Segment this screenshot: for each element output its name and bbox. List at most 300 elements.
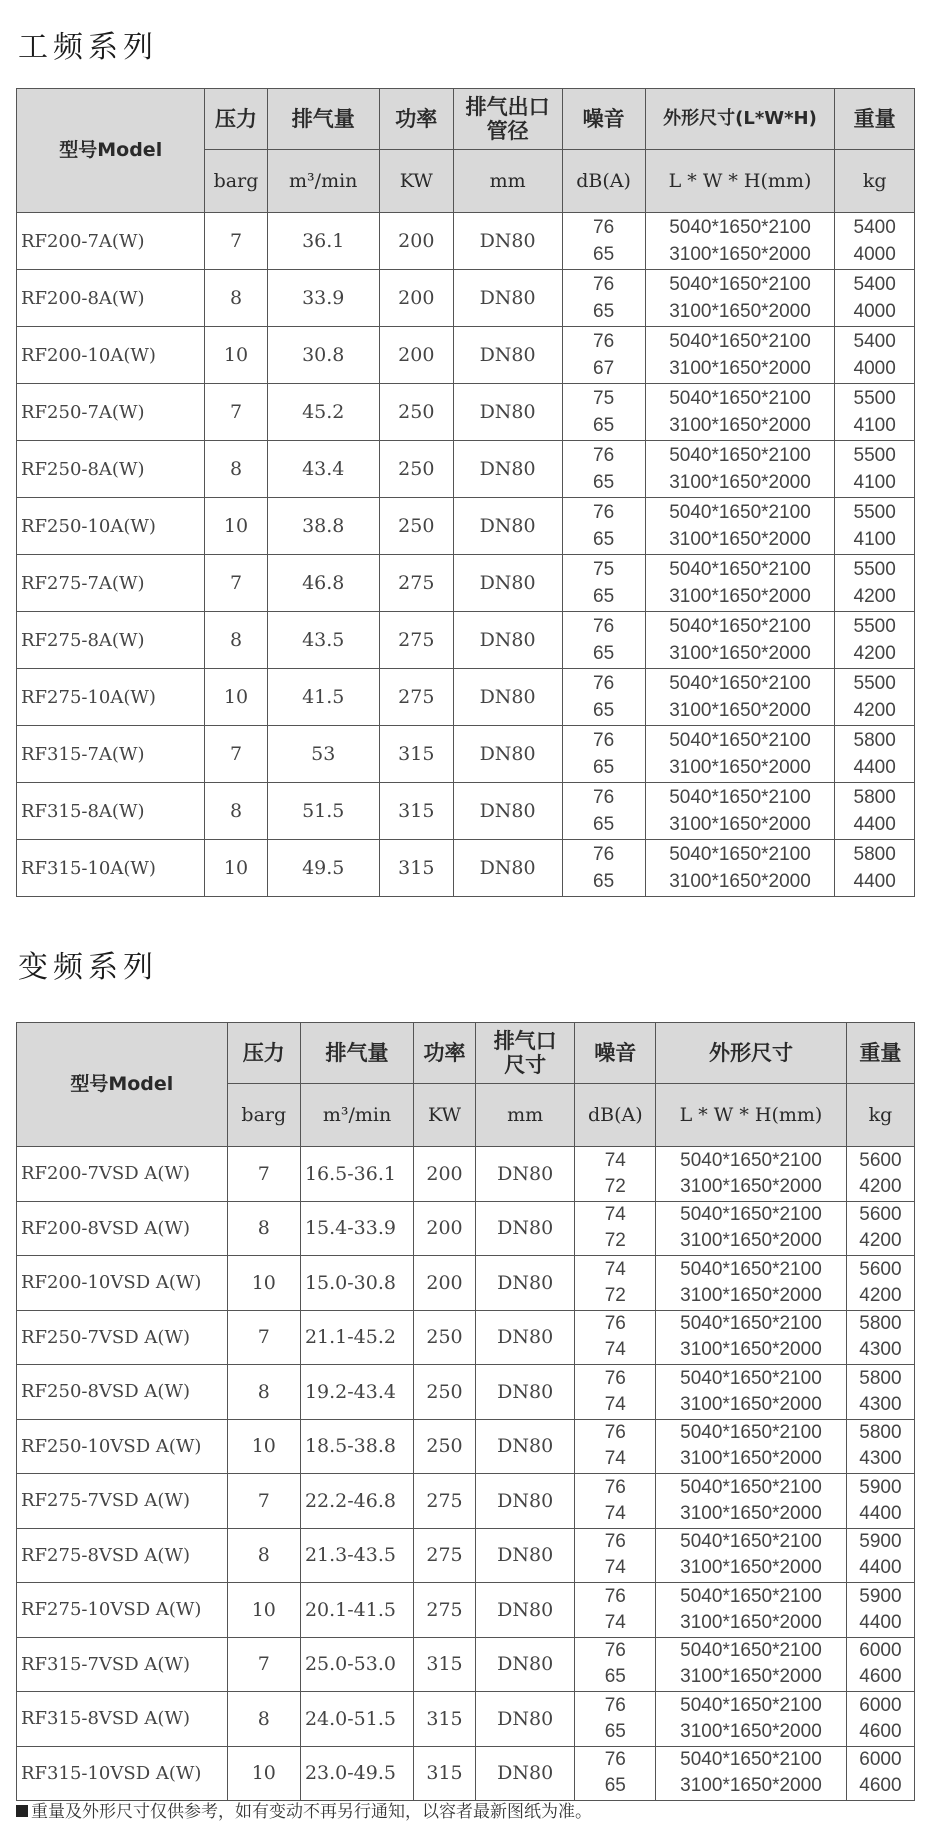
cell-model: RF200-8VSD A(W) (17, 1201, 228, 1256)
cell-noise-top: 76 (593, 844, 615, 865)
cell-pressure: 8 (205, 270, 267, 327)
table-row (17, 669, 915, 726)
cell-noise (562, 498, 645, 555)
cell-dimensions-bottom: 3100*1650*2000 (669, 358, 811, 379)
header-weight: 重量 (835, 89, 915, 150)
cell-weight-bottom: 4400 (853, 757, 896, 778)
cell-noise-top: 76 (593, 274, 615, 295)
cell-model: RF200-7A(W) (17, 213, 205, 270)
cell-dimensions-bottom: 3100*1650*2000 (669, 700, 811, 721)
cell-noise-bottom: 74 (604, 1448, 626, 1470)
cell-noise (562, 726, 645, 783)
cell-noise-top: 75 (593, 388, 615, 409)
cell-outlet: DN80 (475, 1419, 575, 1474)
cell-noise-bottom: 65 (604, 1775, 626, 1797)
cell-weight-bottom: 4400 (859, 1611, 902, 1633)
cell-power: 315 (414, 1746, 476, 1801)
cell-pressure: 10 (205, 669, 267, 726)
bullet-square-icon (16, 1805, 28, 1817)
cell-pressure: 7 (227, 1310, 300, 1365)
cell-outlet: DN80 (475, 1310, 575, 1365)
cell-model: RF315-7A(W) (17, 726, 205, 783)
cell-noise-bottom: 72 (604, 1284, 626, 1306)
cell-dimensions-top: 5040*1650*2100 (669, 217, 811, 238)
cell-dimensions (645, 384, 835, 441)
cell-dimensions-top: 5040*1650*2100 (680, 1204, 822, 1226)
cell-dimensions (656, 1147, 847, 1202)
cell-noise-bottom: 72 (604, 1175, 626, 1197)
cell-dimensions-bottom: 3100*1650*2000 (680, 1339, 822, 1361)
cell-noise-top: 76 (593, 673, 615, 694)
unit-power: KW (414, 1084, 476, 1147)
cell-dimensions (656, 1474, 847, 1529)
cell-noise-top: 74 (604, 1204, 626, 1226)
cell-model: RF200-10A(W) (17, 327, 205, 384)
cell-flow: 15.0-30.8 (300, 1256, 413, 1311)
table-row (17, 1201, 915, 1256)
cell-power: 250 (379, 384, 453, 441)
cell-outlet: DN80 (475, 1201, 575, 1256)
cell-weight-bottom: 4000 (853, 301, 896, 322)
table-row (17, 1637, 915, 1692)
cell-power: 315 (414, 1637, 476, 1692)
cell-flow: 18.5-38.8 (300, 1419, 413, 1474)
cell-weight-bottom: 4400 (853, 871, 896, 892)
cell-outlet: DN80 (475, 1365, 575, 1420)
cell-dimensions (645, 726, 835, 783)
cell-weight-bottom: 4200 (853, 586, 896, 607)
cell-flow: 21.1-45.2 (300, 1310, 413, 1365)
cell-noise-top: 76 (593, 616, 615, 637)
cell-pressure: 8 (205, 783, 267, 840)
cell-noise (575, 1419, 656, 1474)
cell-noise (562, 384, 645, 441)
cell-weight (835, 726, 915, 783)
section-title-variable-speed: 变频系列 (18, 950, 158, 985)
cell-weight-bottom: 4600 (859, 1720, 902, 1742)
table-row (17, 1692, 915, 1747)
table-row (17, 1746, 915, 1801)
cell-noise (575, 1583, 656, 1638)
cell-weight-top: 5800 (853, 787, 896, 808)
cell-power: 250 (414, 1310, 476, 1365)
cell-weight-top: 5800 (859, 1313, 902, 1335)
cell-noise-top: 76 (604, 1476, 626, 1498)
cell-dimensions (645, 612, 835, 669)
cell-outlet: DN80 (453, 840, 562, 897)
cell-dimensions-top: 5040*1650*2100 (669, 445, 811, 466)
cell-dimensions-top: 5040*1650*2100 (669, 559, 811, 580)
cell-dimensions-top: 5040*1650*2100 (669, 331, 811, 352)
cell-noise-top: 76 (604, 1694, 626, 1716)
cell-weight-bottom: 4300 (859, 1448, 902, 1470)
cell-pressure: 7 (227, 1637, 300, 1692)
cell-weight (846, 1419, 914, 1474)
cell-weight-bottom: 4600 (859, 1666, 902, 1688)
table-row (17, 783, 915, 840)
cell-flow: 22.2-46.8 (300, 1474, 413, 1529)
cell-noise-top: 74 (604, 1149, 626, 1171)
cell-dimensions-top: 5040*1650*2100 (669, 673, 811, 694)
cell-weight (846, 1746, 914, 1801)
cell-power: 200 (414, 1201, 476, 1256)
cell-model: RF315-10VSD A(W) (17, 1746, 228, 1801)
cell-power: 275 (414, 1474, 476, 1529)
cell-power: 200 (379, 213, 453, 270)
cell-noise-top: 75 (593, 559, 615, 580)
header-weight: 重量 (846, 1023, 914, 1084)
cell-pressure: 10 (227, 1583, 300, 1638)
table-row (17, 498, 915, 555)
cell-noise (575, 1310, 656, 1365)
cell-weight-bottom: 4100 (853, 472, 896, 493)
cell-outlet: DN80 (475, 1637, 575, 1692)
cell-pressure: 8 (227, 1692, 300, 1747)
table-row (17, 612, 915, 669)
table-row (17, 1147, 915, 1202)
cell-noise (562, 270, 645, 327)
cell-weight-bottom: 4400 (859, 1557, 902, 1579)
cell-weight-top: 5500 (853, 388, 896, 409)
unit-flow: m³/min (300, 1084, 413, 1147)
cell-noise (575, 1528, 656, 1583)
cell-noise-bottom: 65 (593, 415, 615, 436)
cell-noise-bottom: 74 (604, 1393, 626, 1415)
cell-power: 275 (379, 612, 453, 669)
footnote-text: 重量及外形尺寸仅供参考，如有变动不再另行通知，以容者最新图纸为准。 (31, 1802, 592, 1822)
cell-dimensions-top: 5040*1650*2100 (669, 844, 811, 865)
cell-weight (846, 1256, 914, 1311)
header-outlet-label: 排气口尺寸 (493, 1028, 557, 1077)
cell-weight-top: 5400 (853, 217, 896, 238)
cell-flow: 20.1-41.5 (300, 1583, 413, 1638)
cell-dimensions (645, 270, 835, 327)
cell-noise (562, 213, 645, 270)
cell-power: 275 (379, 669, 453, 726)
cell-outlet: DN80 (475, 1528, 575, 1583)
cell-model: RF250-8A(W) (17, 441, 205, 498)
header-outlet-label: 排气出口管径 (465, 94, 550, 143)
cell-power: 200 (414, 1147, 476, 1202)
cell-weight-top: 5500 (853, 673, 896, 694)
cell-noise (562, 840, 645, 897)
cell-dimensions (645, 555, 835, 612)
cell-model: RF250-7VSD A(W) (17, 1310, 228, 1365)
cell-weight-top: 6000 (859, 1694, 902, 1716)
cell-model: RF275-7VSD A(W) (17, 1474, 228, 1529)
cell-power: 315 (414, 1692, 476, 1747)
header-outlet (475, 1023, 575, 1084)
cell-dimensions-top: 5040*1650*2100 (669, 787, 811, 808)
cell-outlet: DN80 (475, 1692, 575, 1747)
cell-flow: 43.5 (267, 612, 379, 669)
cell-dimensions (645, 498, 835, 555)
cell-noise-bottom: 65 (593, 871, 615, 892)
cell-weight-bottom: 4200 (853, 643, 896, 664)
cell-weight-top: 6000 (859, 1640, 902, 1662)
cell-pressure: 7 (205, 213, 267, 270)
cell-dimensions-top: 5040*1650*2100 (680, 1367, 822, 1389)
cell-weight (835, 783, 915, 840)
cell-noise-bottom: 65 (593, 643, 615, 664)
cell-flow: 49.5 (267, 840, 379, 897)
cell-noise (575, 1256, 656, 1311)
cell-weight-top: 5500 (853, 502, 896, 523)
cell-weight (846, 1528, 914, 1583)
table-row (17, 1474, 915, 1529)
footnote (16, 1797, 592, 1822)
cell-flow: 21.3-43.5 (300, 1528, 413, 1583)
cell-noise (562, 783, 645, 840)
cell-outlet: DN80 (453, 612, 562, 669)
cell-model: RF200-8A(W) (17, 270, 205, 327)
cell-noise-bottom: 65 (604, 1666, 626, 1688)
cell-model: RF315-7VSD A(W) (17, 1637, 228, 1692)
cell-noise-bottom: 74 (604, 1502, 626, 1524)
cell-model: RF200-10VSD A(W) (17, 1256, 228, 1311)
cell-dimensions-top: 5040*1650*2100 (680, 1149, 822, 1171)
cell-noise-top: 76 (604, 1313, 626, 1335)
cell-weight-bottom: 4400 (859, 1502, 902, 1524)
table-row (17, 270, 915, 327)
cell-dimensions-bottom: 3100*1650*2000 (669, 643, 811, 664)
unit-power: KW (379, 150, 453, 213)
cell-outlet: DN80 (475, 1583, 575, 1638)
cell-noise (575, 1365, 656, 1420)
cell-outlet: DN80 (475, 1147, 575, 1202)
cell-noise-top: 76 (593, 445, 615, 466)
cell-weight-top: 5900 (859, 1476, 902, 1498)
cell-noise (575, 1147, 656, 1202)
cell-pressure: 7 (205, 384, 267, 441)
cell-weight-top: 5800 (859, 1367, 902, 1389)
cell-flow: 36.1 (267, 213, 379, 270)
cell-weight-bottom: 4400 (853, 814, 896, 835)
cell-pressure: 7 (205, 555, 267, 612)
cell-weight (846, 1692, 914, 1747)
cell-dimensions (656, 1256, 847, 1311)
cell-model: RF275-10VSD A(W) (17, 1583, 228, 1638)
cell-weight (846, 1310, 914, 1365)
cell-flow: 16.5-36.1 (300, 1147, 413, 1202)
cell-dimensions (645, 669, 835, 726)
cell-dimensions (656, 1365, 847, 1420)
cell-noise-bottom: 74 (604, 1557, 626, 1579)
cell-dimensions-bottom: 3100*1650*2000 (680, 1175, 822, 1197)
cell-dimensions (645, 327, 835, 384)
section-title-fixed-speed: 工频系列 (18, 30, 158, 65)
cell-outlet: DN80 (453, 441, 562, 498)
cell-dimensions-top: 5040*1650*2100 (680, 1585, 822, 1607)
cell-weight-bottom: 4100 (853, 415, 896, 436)
unit-outlet: mm (475, 1084, 575, 1147)
unit-dimensions: L * W * H(mm) (656, 1084, 847, 1147)
header-noise: 噪音 (562, 89, 645, 150)
cell-weight-bottom: 4200 (853, 700, 896, 721)
cell-weight (846, 1147, 914, 1202)
cell-flow: 43.4 (267, 441, 379, 498)
cell-weight (835, 669, 915, 726)
table-row (17, 1310, 915, 1365)
cell-dimensions-bottom: 3100*1650*2000 (669, 415, 811, 436)
cell-weight-top: 5500 (853, 616, 896, 637)
cell-dimensions-bottom: 3100*1650*2000 (669, 529, 811, 550)
cell-dimensions (656, 1692, 847, 1747)
table-row (17, 213, 915, 270)
cell-power: 250 (379, 441, 453, 498)
cell-noise-top: 76 (593, 217, 615, 238)
cell-dimensions-bottom: 3100*1650*2000 (669, 871, 811, 892)
table-row (17, 1256, 915, 1311)
cell-noise-top: 76 (593, 502, 615, 523)
cell-flow: 46.8 (267, 555, 379, 612)
cell-weight (846, 1583, 914, 1638)
unit-weight: kg (835, 150, 915, 213)
cell-dimensions-top: 5040*1650*2100 (669, 616, 811, 637)
cell-weight (846, 1365, 914, 1420)
cell-dimensions-bottom: 3100*1650*2000 (680, 1393, 822, 1415)
cell-weight (846, 1474, 914, 1529)
header-noise: 噪音 (575, 1023, 656, 1084)
header-flow: 排气量 (267, 89, 379, 150)
cell-noise-top: 76 (593, 730, 615, 751)
cell-noise (575, 1474, 656, 1529)
cell-weight (835, 498, 915, 555)
variable-speed-spec-table (16, 1022, 915, 1801)
cell-pressure: 10 (227, 1256, 300, 1311)
cell-noise-bottom: 65 (593, 301, 615, 322)
cell-model: RF275-8VSD A(W) (17, 1528, 228, 1583)
cell-power: 315 (379, 726, 453, 783)
cell-noise-top: 76 (593, 787, 615, 808)
unit-weight: kg (846, 1084, 914, 1147)
cell-dimensions-top: 5040*1650*2100 (669, 502, 811, 523)
cell-dimensions (645, 840, 835, 897)
cell-dimensions-bottom: 3100*1650*2000 (669, 586, 811, 607)
cell-weight (835, 612, 915, 669)
cell-weight (835, 327, 915, 384)
cell-model: RF200-7VSD A(W) (17, 1147, 228, 1202)
cell-noise-top: 76 (604, 1531, 626, 1553)
cell-power: 275 (379, 555, 453, 612)
cell-flow: 24.0-51.5 (300, 1692, 413, 1747)
cell-weight (835, 840, 915, 897)
header-pressure: 压力 (227, 1023, 300, 1084)
cell-pressure: 8 (205, 441, 267, 498)
cell-model: RF315-8VSD A(W) (17, 1692, 228, 1747)
header-pressure: 压力 (205, 89, 267, 150)
cell-model: RF275-10A(W) (17, 669, 205, 726)
cell-dimensions-bottom: 3100*1650*2000 (680, 1284, 822, 1306)
cell-noise-bottom: 65 (593, 472, 615, 493)
table-row (17, 726, 915, 783)
cell-weight-top: 5900 (859, 1585, 902, 1607)
cell-outlet: DN80 (475, 1474, 575, 1529)
cell-flow: 15.4-33.9 (300, 1201, 413, 1256)
cell-model: RF250-8VSD A(W) (17, 1365, 228, 1420)
cell-weight-top: 5400 (853, 274, 896, 295)
cell-dimensions-bottom: 3100*1650*2000 (669, 814, 811, 835)
cell-weight-top: 6000 (859, 1749, 902, 1771)
cell-pressure: 10 (205, 327, 267, 384)
cell-dimensions-bottom: 3100*1650*2000 (669, 244, 811, 265)
cell-weight-bottom: 4000 (853, 358, 896, 379)
cell-noise (562, 327, 645, 384)
cell-weight-top: 5500 (853, 445, 896, 466)
unit-pressure: barg (205, 150, 267, 213)
header-outlet (453, 89, 562, 150)
cell-weight-top: 5500 (853, 559, 896, 580)
table-row (17, 555, 915, 612)
cell-weight-bottom: 4000 (853, 244, 896, 265)
header-dimensions: 外形尺寸(L*W*H) (645, 89, 835, 150)
table-row (17, 384, 915, 441)
cell-pressure: 8 (205, 612, 267, 669)
cell-outlet: DN80 (475, 1746, 575, 1801)
cell-noise-top: 76 (593, 331, 615, 352)
cell-dimensions-top: 5040*1650*2100 (669, 274, 811, 295)
table-row (17, 441, 915, 498)
cell-noise (562, 612, 645, 669)
cell-weight (835, 213, 915, 270)
cell-dimensions (645, 783, 835, 840)
cell-outlet: DN80 (475, 1256, 575, 1311)
table-row (17, 1583, 915, 1638)
cell-pressure: 10 (205, 840, 267, 897)
cell-pressure: 7 (227, 1147, 300, 1202)
cell-noise-top: 76 (604, 1422, 626, 1444)
unit-dimensions: L * W * H(mm) (645, 150, 835, 213)
cell-outlet: DN80 (453, 555, 562, 612)
cell-dimensions-bottom: 3100*1650*2000 (680, 1448, 822, 1470)
cell-weight-bottom: 4200 (859, 1175, 902, 1197)
cell-model: RF315-8A(W) (17, 783, 205, 840)
cell-outlet: DN80 (453, 669, 562, 726)
cell-power: 250 (414, 1419, 476, 1474)
cell-weight-top: 5600 (859, 1149, 902, 1171)
header-flow: 排气量 (300, 1023, 413, 1084)
cell-dimensions (656, 1528, 847, 1583)
cell-noise (562, 555, 645, 612)
cell-weight-bottom: 4600 (859, 1775, 902, 1797)
cell-power: 275 (414, 1583, 476, 1638)
cell-power: 200 (379, 327, 453, 384)
cell-weight-top: 5600 (859, 1258, 902, 1280)
cell-dimensions-bottom: 3100*1650*2000 (669, 301, 811, 322)
cell-flow: 41.5 (267, 669, 379, 726)
cell-weight-top: 5400 (853, 331, 896, 352)
cell-outlet: DN80 (453, 384, 562, 441)
cell-pressure: 8 (227, 1365, 300, 1420)
cell-noise-bottom: 67 (593, 358, 615, 379)
cell-pressure: 10 (205, 498, 267, 555)
unit-noise: dB(A) (575, 1084, 656, 1147)
cell-flow: 25.0-53.0 (300, 1637, 413, 1692)
cell-noise-bottom: 74 (604, 1611, 626, 1633)
cell-outlet: DN80 (453, 270, 562, 327)
cell-dimensions-bottom: 3100*1650*2000 (680, 1230, 822, 1252)
cell-dimensions-top: 5040*1650*2100 (680, 1313, 822, 1335)
header-power: 功率 (379, 89, 453, 150)
cell-pressure: 10 (227, 1746, 300, 1801)
cell-weight-top: 5800 (859, 1422, 902, 1444)
cell-dimensions-top: 5040*1650*2100 (669, 730, 811, 751)
fixed-speed-spec-table (16, 88, 915, 897)
cell-pressure: 7 (227, 1474, 300, 1529)
cell-weight-top: 5900 (859, 1531, 902, 1553)
cell-noise-bottom: 65 (604, 1720, 626, 1742)
cell-weight-bottom: 4100 (853, 529, 896, 550)
